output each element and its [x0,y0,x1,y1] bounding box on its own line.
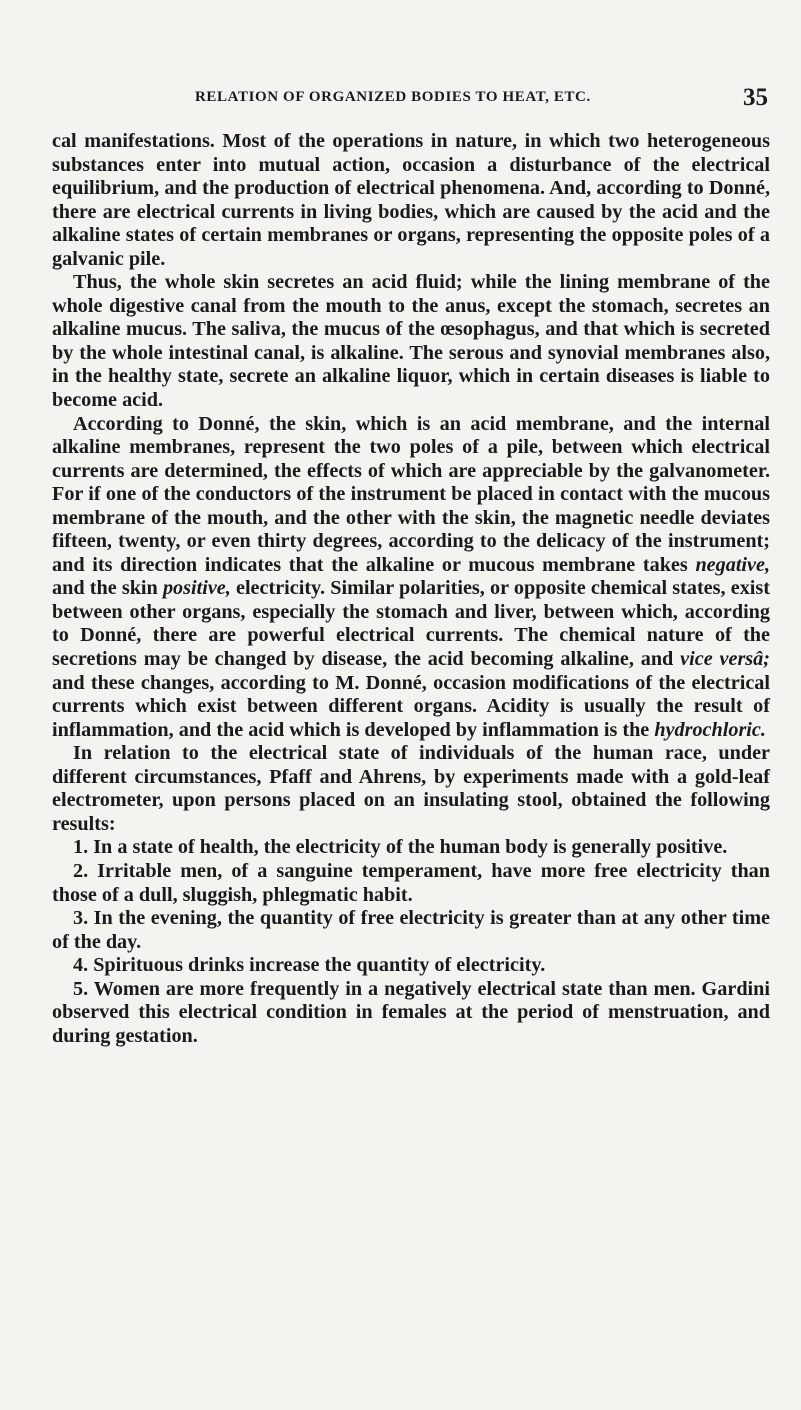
paragraph [52,271,770,412]
paragraph-text: 5. Women are more frequently in a negatively electrical state than men. Gardini observed this electrical condition in females at the period of menstruation, and during gestation. [52,977,770,1047]
paragraph [52,742,770,836]
body-text [52,130,770,1048]
paragraph-text: electricity. Similar polarities, or opposite chemical states, exist between other organs, especially the stomach and liver, between which, according to Donné, there are powerful electrical currents. The chemical nature of the secretions may be changed by disease, the acid becoming alkaline, and [52,577,770,671]
paragraph [52,907,770,954]
paragraph-text: 4. Spirituous drinks increase the quantity of electricity. [73,954,546,977]
paragraph [52,860,770,907]
paragraph-text: Thus, the whole skin secretes an acid fluid; while the lining membrane of the whole digestive canal from the mouth to the anus, except the stomach, secretes an alkaline mucus. The saliva, the mucus of the œsophagus, and that which is secreted by the whole intestinal canal, is alkaline. The serous and synovial membranes also, in the healthy state, secrete an alkaline liquor, which in certain diseases is liable to become acid. [52,271,770,412]
paragraph-text: In relation to the electrical state of individuals of the human race, under different circumstances, Pfaff and Ahrens, by experiments made with a gold-leaf electrometer, upon persons placed on an insulating stool, obtained the following results: [52,742,770,835]
italic-text: hydrochloric. [654,718,766,741]
page-number: 35 [743,84,768,111]
paragraph-text: 1. In a state of health, the electricity of the human body is generally positive. [73,836,728,859]
paragraph-text: and these changes, according to M. Donné, occasion modifications of the electrical currents which exist between different organs. Acidity is usually the result of inflammation, and the acid which is developed by inflammation is the [52,671,770,741]
paragraph [52,954,770,978]
paragraph-text: cal manifestations. Most of the operations in nature, in which two heterogeneous substances enter into mutual action, occasion a disturbance of the electrical equilibrium, and the production of electrical phenomena. And, according to Donné, there are electrical currents in living bodies, which are caused by the acid and the alkaline states of certain membranes or organs, representing the opposite poles of a galvanic pile. [52,130,770,270]
paragraph [52,413,770,743]
paragraph [52,836,770,860]
paragraph-text: According to Donné, the skin, which is an acid membrane, and the internal alkaline membranes, represent the two poles of a pile, between which electrical currents are determined, the effects of which are appreciable by the galvanometer. For if one of the conductors of the instrument be placed in contact with the mucous membrane of the mouth, and the other with the skin, the magnetic needle deviates fifteen, twenty, or even thirty degrees, according to the delicacy of the instrument; and its direction indicates that the alkaline or mucous membrane takes [52,412,770,576]
page-header [52,84,771,114]
running-title: RELATION OF ORGANIZED BODIES TO HEAT, ETC. [195,89,591,105]
paragraph [52,978,770,1049]
paragraph [52,130,770,271]
italic-text: positive, [162,577,231,600]
italic-text: negative, [695,553,770,576]
paragraph-text: and the skin [52,577,163,600]
italic-text: vice versâ; [680,648,770,671]
paragraph-text: 3. In the evening, the quantity of free electricity is greater than at any other time of the day. [52,907,770,953]
paragraph-text: 2. Irritable men, of a sanguine temperament, have more free electricity than those of a dull, sluggish, phlegmatic habit. [52,859,770,906]
